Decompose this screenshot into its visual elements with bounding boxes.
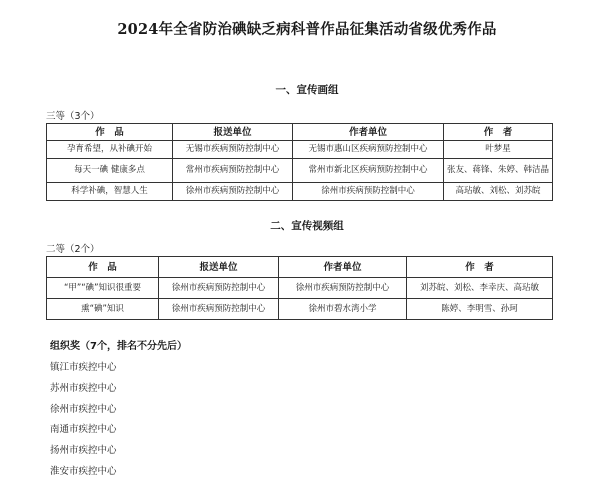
cell-submitter: 徐州市疾病预防控制中心: [159, 278, 279, 299]
section-heading-poster: 一、宣传画组: [275, 84, 339, 96]
cell-author-unit: 无锡市惠山区疾病预防控制中心: [293, 141, 444, 159]
grade-label-second: 二等（2个）: [46, 244, 100, 255]
list-item: 徐州市疾控中心: [50, 403, 117, 415]
cell-submitter: 徐州市疾病预防控制中心: [159, 299, 279, 320]
organization-award-list: [50, 358, 117, 483]
cell-author: 高玷敏、刘松、刘苏皖: [444, 183, 553, 201]
cell-submitter: 无锡市疾病预防控制中心: [173, 141, 293, 159]
cell-author-unit: 常州市新北区疾病预防控制中心: [293, 159, 444, 183]
cell-work: 孕育希望，从补碘开始: [47, 141, 173, 159]
cell-author-unit: 徐州市疾病预防控制中心: [279, 278, 407, 299]
list-item: 苏州市疾控中心: [50, 382, 117, 394]
column-header-author-unit: 作者单位: [293, 124, 444, 141]
table-row: [47, 183, 553, 201]
cell-author: 刘苏皖、刘松、李幸庆、高玷敏: [407, 278, 553, 299]
organization-award-title: 组织奖（7个，排名不分先后）: [50, 341, 187, 352]
cell-work: 科学补碘，智慧人生: [47, 183, 173, 201]
cell-author: 陈婷、李明雪、孙珂: [407, 299, 553, 320]
list-item: 扬州市疾控中心: [50, 445, 117, 457]
column-header-author: 作 者: [407, 257, 553, 278]
cell-submitter: 徐州市疾病预防控制中心: [173, 183, 293, 201]
column-header-submitter: 报送单位: [159, 257, 279, 278]
cell-author-unit: 徐州市疾病预防控制中心: [293, 183, 444, 201]
cell-work: 熏“碘”知识: [47, 299, 159, 320]
column-header-author: 作 者: [444, 124, 553, 141]
cell-author: 叶梦星: [444, 141, 553, 159]
list-item: 镇江市疾控中心: [50, 362, 117, 373]
cell-work: 每天一碘 健康多点: [47, 159, 173, 183]
table-row: [47, 159, 553, 183]
list-item: 南通市疾控中心: [50, 424, 117, 436]
list-item: 淮安市疾控中心: [50, 465, 117, 477]
table-row: [47, 141, 553, 159]
cell-submitter: 常州市疾病预防控制中心: [173, 159, 293, 183]
table-header-row: [47, 124, 553, 141]
grade-label-third: 三等（3个）: [46, 111, 100, 122]
cell-work: “甲”“碘”知识很重要: [47, 278, 159, 299]
document-title: 2024年全省防治碘缺乏病科普作品征集活动省级优秀作品: [117, 21, 497, 38]
table-header-row: [47, 257, 553, 278]
cell-author-unit: 徐州市碧水湾小学: [279, 299, 407, 320]
column-header-submitter: 报送单位: [173, 124, 293, 141]
cell-author: 张友、蒋锋、朱婷、韩洁晶: [444, 159, 553, 183]
column-header-author-unit: 作者单位: [279, 257, 407, 278]
column-header-work: 作 品: [47, 257, 159, 278]
poster-awards-table: [46, 123, 553, 201]
column-header-work: 作 品: [47, 124, 173, 141]
table-row: [47, 278, 553, 299]
section-heading-video: 二、宣传视频组: [270, 220, 344, 232]
table-row: [47, 299, 553, 320]
video-awards-table: [46, 256, 553, 320]
